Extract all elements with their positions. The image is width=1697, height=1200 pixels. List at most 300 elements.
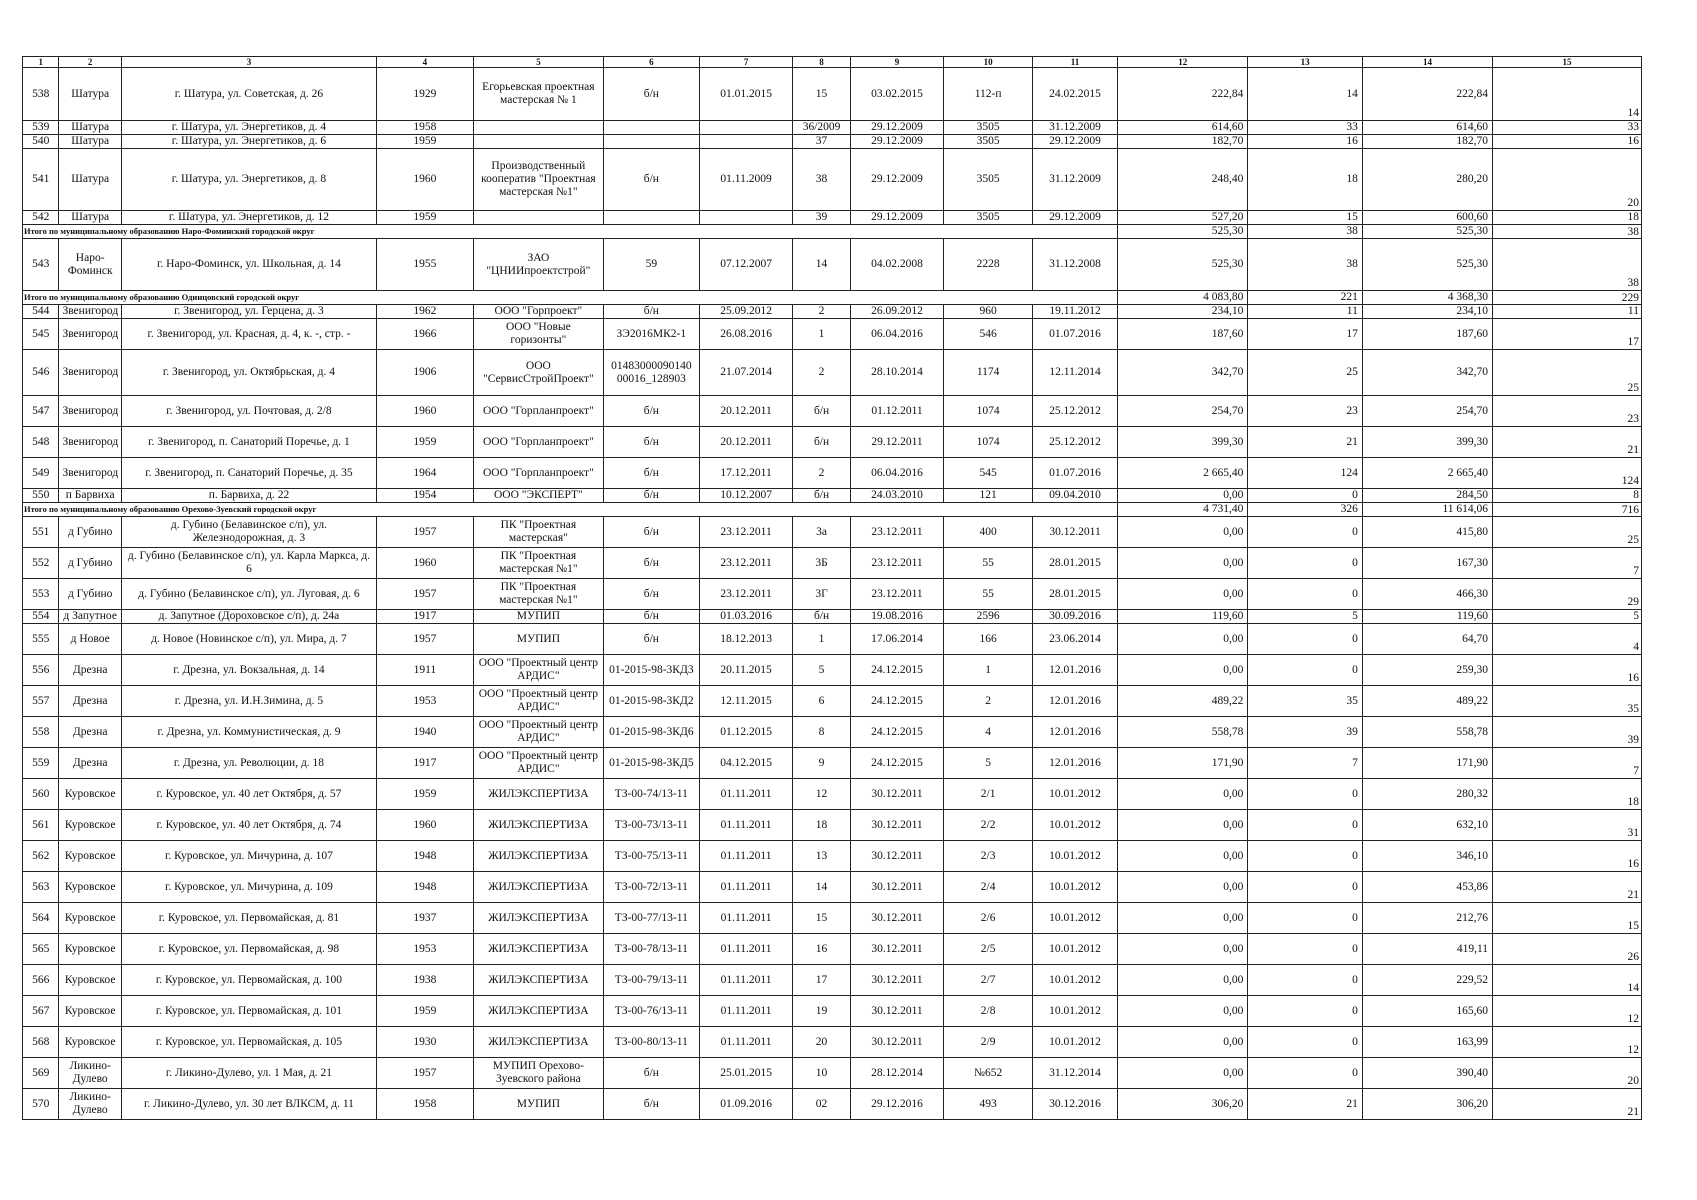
table-cell: 04.12.2015 bbox=[699, 748, 793, 779]
table-cell bbox=[699, 135, 793, 149]
table-cell: 01.12.2011 bbox=[850, 396, 944, 427]
table-cell: 554 bbox=[23, 610, 59, 624]
table-cell: 550 bbox=[23, 489, 59, 503]
table-cell: 259,30 bbox=[1362, 655, 1492, 686]
table-cell: 28.01.2015 bbox=[1032, 548, 1117, 579]
table-cell: 29.12.2011 bbox=[850, 427, 944, 458]
table-cell: 25.12.2012 bbox=[1032, 427, 1117, 458]
table-cell: 547 bbox=[23, 396, 59, 427]
column-number: 10 bbox=[944, 57, 1032, 68]
column-number: 9 bbox=[850, 57, 944, 68]
table-cell: 17 bbox=[793, 965, 850, 996]
table-row bbox=[23, 135, 1642, 149]
table-cell: 16 bbox=[1493, 135, 1642, 149]
table-cell: 1940 bbox=[376, 717, 473, 748]
table-cell: 35 bbox=[1248, 686, 1363, 717]
table-cell: 5 bbox=[944, 748, 1032, 779]
table-cell: ЖИЛЭКСПЕРТИЗА bbox=[473, 996, 603, 1027]
table-cell: 21 bbox=[1493, 1089, 1642, 1120]
table-cell: 17 bbox=[1248, 319, 1363, 350]
table-cell: Шатура bbox=[59, 121, 121, 135]
table-cell: Производственный кооператив "Проектная мастерская №1" bbox=[473, 149, 603, 211]
table-cell: 1960 bbox=[376, 149, 473, 211]
column-number: 1 bbox=[23, 57, 59, 68]
table-cell: б/н bbox=[603, 1058, 699, 1089]
table-cell: 182,70 bbox=[1362, 135, 1492, 149]
table-cell: 10.01.2012 bbox=[1032, 872, 1117, 903]
table-cell: 20 bbox=[1493, 149, 1642, 211]
table-cell: 01.03.2016 bbox=[699, 610, 793, 624]
table-cell: 31.12.2008 bbox=[1032, 239, 1117, 291]
table-cell: 1959 bbox=[376, 135, 473, 149]
table-row bbox=[23, 548, 1642, 579]
table-cell: 30.12.2011 bbox=[850, 779, 944, 810]
table-cell: 20.12.2011 bbox=[699, 396, 793, 427]
table-row bbox=[23, 319, 1642, 350]
table-cell: 15 bbox=[793, 68, 850, 121]
table-cell: 466,30 bbox=[1362, 579, 1492, 610]
table-cell: 342,70 bbox=[1118, 350, 1248, 396]
table-cell: 09.04.2010 bbox=[1032, 489, 1117, 503]
table-cell: 2/1 bbox=[944, 779, 1032, 810]
table-cell: МУПИП Орехово-Зуевского района bbox=[473, 1058, 603, 1089]
table-cell: 9 bbox=[793, 748, 850, 779]
table-cell: 570 bbox=[23, 1089, 59, 1120]
table-cell: 21 bbox=[1493, 427, 1642, 458]
table-cell: 21.07.2014 bbox=[699, 350, 793, 396]
table-cell: 2/2 bbox=[944, 810, 1032, 841]
table-cell: 59 bbox=[603, 239, 699, 291]
table-cell: 03.02.2015 bbox=[850, 68, 944, 121]
table-cell: 0 bbox=[1248, 841, 1363, 872]
table-cell: 5 bbox=[1248, 610, 1363, 624]
table-cell: 10.01.2012 bbox=[1032, 779, 1117, 810]
table-cell: 306,20 bbox=[1118, 1089, 1248, 1120]
table-cell: МУПИП bbox=[473, 1089, 603, 1120]
table-cell: 1917 bbox=[376, 610, 473, 624]
table-cell: 568 bbox=[23, 1027, 59, 1058]
table-cell: 11 bbox=[1493, 305, 1642, 319]
table-row bbox=[23, 305, 1642, 319]
table-cell: 39 bbox=[1493, 717, 1642, 748]
table-cell: ЗЭ2016МК2-1 bbox=[603, 319, 699, 350]
table-cell: 01.11.2011 bbox=[699, 903, 793, 934]
table-cell: 10.01.2012 bbox=[1032, 934, 1117, 965]
table-cell: 11 bbox=[1248, 305, 1363, 319]
table-row bbox=[23, 610, 1642, 624]
table-cell: 30.12.2016 bbox=[1032, 1089, 1117, 1120]
table-cell: 552 bbox=[23, 548, 59, 579]
table-cell: 525,30 bbox=[1362, 239, 1492, 291]
table-cell: б/н bbox=[603, 68, 699, 121]
table-cell: 38 bbox=[1493, 239, 1642, 291]
table-cell: 0,00 bbox=[1118, 1058, 1248, 1089]
table-cell: 14 bbox=[793, 872, 850, 903]
table-cell: 10.01.2012 bbox=[1032, 810, 1117, 841]
table-cell: 545 bbox=[944, 458, 1032, 489]
table-cell: г. Звенигород, ул. Красная, д. 4, к. -, стр. - bbox=[121, 319, 376, 350]
table-cell: 541 bbox=[23, 149, 59, 211]
table-cell: 10 bbox=[793, 1058, 850, 1089]
table-cell: 2/7 bbox=[944, 965, 1032, 996]
table-cell: Наро-Фоминск bbox=[59, 239, 121, 291]
table-cell: 15 bbox=[1248, 211, 1363, 225]
table-cell: 16 bbox=[793, 934, 850, 965]
table-cell: 1906 bbox=[376, 350, 473, 396]
table-cell: 548 bbox=[23, 427, 59, 458]
table-cell: 29.12.2009 bbox=[1032, 135, 1117, 149]
table-cell: 538 bbox=[23, 68, 59, 121]
table-cell: 400 bbox=[944, 517, 1032, 548]
table-row bbox=[23, 396, 1642, 427]
table-cell: 8 bbox=[1493, 489, 1642, 503]
table-cell: 25.12.2012 bbox=[1032, 396, 1117, 427]
table-cell: 12 bbox=[1493, 1027, 1642, 1058]
table-cell: 35 bbox=[1493, 686, 1642, 717]
register-table bbox=[22, 56, 1642, 1120]
table-cell: 7 bbox=[1493, 548, 1642, 579]
table-cell: б/н bbox=[603, 610, 699, 624]
column-number: 3 bbox=[121, 57, 376, 68]
table-cell: ТЗ-00-80/13-11 bbox=[603, 1027, 699, 1058]
table-cell: г. Куровское, ул. Первомайская, д. 100 bbox=[121, 965, 376, 996]
table-cell: 28.10.2014 bbox=[850, 350, 944, 396]
table-cell: 1959 bbox=[376, 427, 473, 458]
table-cell: 1948 bbox=[376, 841, 473, 872]
table-cell: ООО "Горпланпроект" bbox=[473, 396, 603, 427]
table-cell: 2 bbox=[793, 350, 850, 396]
table-cell: 2/3 bbox=[944, 841, 1032, 872]
table-cell: 01-2015-98-3КД6 bbox=[603, 717, 699, 748]
table-cell: №652 bbox=[944, 1058, 1032, 1089]
table-cell: 29.12.2009 bbox=[850, 211, 944, 225]
table-cell: 1911 bbox=[376, 655, 473, 686]
table-cell: 2 bbox=[944, 686, 1032, 717]
table-cell: д Губино bbox=[59, 579, 121, 610]
table-cell: 10.12.2007 bbox=[699, 489, 793, 503]
table-cell: б/н bbox=[603, 427, 699, 458]
table-cell: 39 bbox=[793, 211, 850, 225]
table-cell: 1938 bbox=[376, 965, 473, 996]
table-row bbox=[23, 121, 1642, 135]
table-cell: ТЗ-00-79/13-11 bbox=[603, 965, 699, 996]
table-cell: г. Шатура, ул. Энергетиков, д. 4 bbox=[121, 121, 376, 135]
table-cell: 01.11.2011 bbox=[699, 1027, 793, 1058]
column-number: 15 bbox=[1493, 57, 1642, 68]
table-cell: 29.12.2016 bbox=[850, 1089, 944, 1120]
table-cell: ЖИЛЭКСПЕРТИЗА bbox=[473, 810, 603, 841]
table-row bbox=[23, 1058, 1642, 1089]
table-cell: 06.04.2016 bbox=[850, 458, 944, 489]
table-cell: 0 bbox=[1248, 934, 1363, 965]
table-cell: МУПИП bbox=[473, 624, 603, 655]
table-cell bbox=[603, 211, 699, 225]
table-cell: 0,00 bbox=[1118, 489, 1248, 503]
table-cell: 23.12.2011 bbox=[699, 548, 793, 579]
table-cell: 0,00 bbox=[1118, 624, 1248, 655]
table-cell: 163,99 bbox=[1362, 1027, 1492, 1058]
table-cell: Куровское bbox=[59, 965, 121, 996]
table-cell: 1957 bbox=[376, 1058, 473, 1089]
table-row bbox=[23, 458, 1642, 489]
table-cell: 0 bbox=[1248, 965, 1363, 996]
table-cell: 121 bbox=[944, 489, 1032, 503]
table-cell bbox=[699, 121, 793, 135]
table-cell: 2228 bbox=[944, 239, 1032, 291]
table-cell: 21 bbox=[1493, 872, 1642, 903]
table-cell: 37 bbox=[793, 135, 850, 149]
subtotal-value: 525,30 bbox=[1362, 225, 1492, 239]
table-cell: ООО "Проектный центр АРДИС" bbox=[473, 655, 603, 686]
table-cell: 24.12.2015 bbox=[850, 655, 944, 686]
column-number: 11 bbox=[1032, 57, 1117, 68]
table-cell: ООО "Проектный центр АРДИС" bbox=[473, 748, 603, 779]
table-cell: 1959 bbox=[376, 211, 473, 225]
table-cell: ПК "Проектная мастерская" bbox=[473, 517, 603, 548]
table-cell: г. Шатура, ул. Энергетиков, д. 8 bbox=[121, 149, 376, 211]
table-cell: 1955 bbox=[376, 239, 473, 291]
table-cell: 2/6 bbox=[944, 903, 1032, 934]
table-cell: 15 bbox=[1493, 903, 1642, 934]
table-cell: 31.12.2009 bbox=[1032, 149, 1117, 211]
table-cell: 0 bbox=[1248, 579, 1363, 610]
table-cell: 14 bbox=[793, 239, 850, 291]
table-row bbox=[23, 748, 1642, 779]
table-cell: Куровское bbox=[59, 934, 121, 965]
table-cell: г. Куровское, ул. Первомайская, д. 98 bbox=[121, 934, 376, 965]
table-cell: б/н bbox=[603, 458, 699, 489]
table-row bbox=[23, 579, 1642, 610]
table-cell: 23.06.2014 bbox=[1032, 624, 1117, 655]
table-cell: 1957 bbox=[376, 517, 473, 548]
table-cell: 561 bbox=[23, 810, 59, 841]
table-cell: 1962 bbox=[376, 305, 473, 319]
table-cell: 64,70 bbox=[1362, 624, 1492, 655]
table-cell: 18 bbox=[793, 810, 850, 841]
table-cell: 0 bbox=[1248, 872, 1363, 903]
table-cell: 24.12.2015 bbox=[850, 686, 944, 717]
table-cell: 2/9 bbox=[944, 1027, 1032, 1058]
table-cell: 21 bbox=[1248, 427, 1363, 458]
table-cell: д Новое bbox=[59, 624, 121, 655]
table-cell: 166 bbox=[944, 624, 1032, 655]
table-cell: ЖИЛЭКСПЕРТИЗА bbox=[473, 934, 603, 965]
table-cell: б/н bbox=[603, 489, 699, 503]
table-cell: 01-2015-98-3КД5 bbox=[603, 748, 699, 779]
table-cell: 24.12.2015 bbox=[850, 717, 944, 748]
subtotal-label: Итого по муниципальному образованию Наро-Фоминский городской округ bbox=[23, 225, 1118, 239]
table-cell: д Губино bbox=[59, 517, 121, 548]
table-cell: г. Ликино-Дулево, ул. 30 лет ВЛКСМ, д. 11 bbox=[121, 1089, 376, 1120]
table-cell: 0 bbox=[1248, 548, 1363, 579]
table-cell: 30.12.2011 bbox=[850, 934, 944, 965]
table-cell: 0,00 bbox=[1118, 965, 1248, 996]
table-cell: 2596 bbox=[944, 610, 1032, 624]
table-cell: 18 bbox=[1493, 211, 1642, 225]
table-cell: 7 bbox=[1248, 748, 1363, 779]
table-cell: г. Шатура, ул. Энергетиков, д. 6 bbox=[121, 135, 376, 149]
table-cell: 12.01.2016 bbox=[1032, 748, 1117, 779]
table-cell: 0,00 bbox=[1118, 841, 1248, 872]
table-cell: 19.11.2012 bbox=[1032, 305, 1117, 319]
table-cell: 07.12.2007 bbox=[699, 239, 793, 291]
table-cell: 01.11.2011 bbox=[699, 965, 793, 996]
table-cell: Звенигород bbox=[59, 427, 121, 458]
table-cell: 24.02.2015 bbox=[1032, 68, 1117, 121]
table-cell: Шатура bbox=[59, 68, 121, 121]
table-cell: 2/5 bbox=[944, 934, 1032, 965]
table-cell: 0 bbox=[1248, 1027, 1363, 1058]
table-cell: 30.12.2011 bbox=[850, 810, 944, 841]
table-cell: 346,10 bbox=[1362, 841, 1492, 872]
table-cell: 254,70 bbox=[1362, 396, 1492, 427]
table-cell: 30.12.2011 bbox=[850, 872, 944, 903]
subtotal-label: Итого по муниципальному образованию Орехово-Зуевский городской округ bbox=[23, 503, 1118, 517]
table-cell: 3505 bbox=[944, 121, 1032, 135]
table-cell: г. Дрезна, ул. Революции, д. 18 bbox=[121, 748, 376, 779]
table-cell: г. Куровское, ул. Мичурина, д. 107 bbox=[121, 841, 376, 872]
table-cell: 3Б bbox=[793, 548, 850, 579]
table-cell: 30.12.2011 bbox=[850, 841, 944, 872]
table-cell: д. Губино (Белавинское с/п), ул. Железнодорожная, д. 3 bbox=[121, 517, 376, 548]
table-cell: ПК "Проектная мастерская №1" bbox=[473, 548, 603, 579]
table-cell: 33 bbox=[1248, 121, 1363, 135]
table-cell: 112-п bbox=[944, 68, 1032, 121]
table-cell: 5 bbox=[793, 655, 850, 686]
table-cell: Куровское bbox=[59, 872, 121, 903]
table-cell: 26 bbox=[1493, 934, 1642, 965]
table-cell: 0 bbox=[1248, 779, 1363, 810]
table-cell: 1966 bbox=[376, 319, 473, 350]
table-cell: 23 bbox=[1493, 396, 1642, 427]
table-cell: 560 bbox=[23, 779, 59, 810]
column-number: 4 bbox=[376, 57, 473, 68]
table-cell: г. Звенигород, п. Санаторий Поречье, д. 1 bbox=[121, 427, 376, 458]
table-cell: Дрезна bbox=[59, 686, 121, 717]
table-cell: 18 bbox=[1493, 779, 1642, 810]
table-cell: 542 bbox=[23, 211, 59, 225]
table-cell: МУПИП bbox=[473, 610, 603, 624]
table-cell: 10.01.2012 bbox=[1032, 965, 1117, 996]
table-cell: 26.09.2012 bbox=[850, 305, 944, 319]
table-cell: 18 bbox=[1248, 149, 1363, 211]
table-cell: 546 bbox=[23, 350, 59, 396]
table-cell: Звенигород bbox=[59, 458, 121, 489]
table-cell: 1960 bbox=[376, 810, 473, 841]
table-cell: 38 bbox=[793, 149, 850, 211]
table-row bbox=[23, 489, 1642, 503]
table-cell: 254,70 bbox=[1118, 396, 1248, 427]
table-cell bbox=[473, 211, 603, 225]
table-cell: 1959 bbox=[376, 779, 473, 810]
table-cell: Ликино-Дулево bbox=[59, 1058, 121, 1089]
table-cell: 55 bbox=[944, 548, 1032, 579]
table-cell: 559 bbox=[23, 748, 59, 779]
table-cell: г. Куровское, ул. 40 лет Октября, д. 74 bbox=[121, 810, 376, 841]
table-cell: г. Наро-Фоминск, ул. Школьная, д. 14 bbox=[121, 239, 376, 291]
table-cell: 0,00 bbox=[1118, 872, 1248, 903]
table-cell: 17 bbox=[1493, 319, 1642, 350]
table-cell: Куровское bbox=[59, 903, 121, 934]
table-cell: 567 bbox=[23, 996, 59, 1027]
table-cell: 3505 bbox=[944, 135, 1032, 149]
subtotal-value: 11 614,06 bbox=[1362, 503, 1492, 517]
table-cell: 0,00 bbox=[1118, 1027, 1248, 1058]
table-cell: г. Дрезна, ул. Коммунистическая, д. 9 bbox=[121, 717, 376, 748]
table-cell: ООО "Проектный центр АРДИС" bbox=[473, 686, 603, 717]
table-cell: 0,00 bbox=[1118, 579, 1248, 610]
table-cell: ТЗ-00-78/13-11 bbox=[603, 934, 699, 965]
table-cell: 20 bbox=[1493, 1058, 1642, 1089]
table-cell: 539 bbox=[23, 121, 59, 135]
table-row bbox=[23, 624, 1642, 655]
table-cell: 399,30 bbox=[1118, 427, 1248, 458]
table-cell: 1959 bbox=[376, 996, 473, 1027]
table-cell: 12 bbox=[793, 779, 850, 810]
table-cell: ЗАО "ЦНИИпроектстрой" bbox=[473, 239, 603, 291]
table-cell: ЖИЛЭКСПЕРТИЗА bbox=[473, 903, 603, 934]
table-row bbox=[23, 149, 1642, 211]
table-cell: 13 bbox=[793, 841, 850, 872]
table-cell: 01.11.2011 bbox=[699, 872, 793, 903]
table-cell: 17.06.2014 bbox=[850, 624, 944, 655]
table-cell: 399,30 bbox=[1362, 427, 1492, 458]
table-cell: ТЗ-00-75/13-11 bbox=[603, 841, 699, 872]
table-cell: Куровское bbox=[59, 779, 121, 810]
table-cell: 2 bbox=[793, 458, 850, 489]
subtotal-row bbox=[23, 503, 1642, 517]
table-cell: 14 bbox=[1493, 965, 1642, 996]
table-cell: 01-2015-98-3КД3 bbox=[603, 655, 699, 686]
table-cell: 419,11 bbox=[1362, 934, 1492, 965]
table-cell: 540 bbox=[23, 135, 59, 149]
table-cell: 01.11.2011 bbox=[699, 810, 793, 841]
table-cell: 1958 bbox=[376, 1089, 473, 1120]
table-cell: 1953 bbox=[376, 686, 473, 717]
table-cell: 165,60 bbox=[1362, 996, 1492, 1027]
table-cell: 632,10 bbox=[1362, 810, 1492, 841]
table-cell: г. Звенигород, ул. Герцена, д. 3 bbox=[121, 305, 376, 319]
table-cell: 10.01.2012 bbox=[1032, 1027, 1117, 1058]
table-cell: 25.01.2015 bbox=[699, 1058, 793, 1089]
table-cell: ЖИЛЭКСПЕРТИЗА bbox=[473, 841, 603, 872]
table-cell: 453,86 bbox=[1362, 872, 1492, 903]
table-cell: г. Звенигород, ул. Почтовая, д. 2/8 bbox=[121, 396, 376, 427]
table-cell: 25 bbox=[1493, 517, 1642, 548]
table-cell: 29.12.2009 bbox=[850, 121, 944, 135]
table-cell: 0 bbox=[1248, 810, 1363, 841]
table-cell: 30.12.2011 bbox=[850, 903, 944, 934]
table-cell: Шатура bbox=[59, 135, 121, 149]
table-cell: 222,84 bbox=[1362, 68, 1492, 121]
table-cell: п. Барвиха, д. 22 bbox=[121, 489, 376, 503]
column-number: 6 bbox=[603, 57, 699, 68]
table-cell: 28.01.2015 bbox=[1032, 579, 1117, 610]
table-cell: 0 bbox=[1248, 655, 1363, 686]
table-cell: Дрезна bbox=[59, 748, 121, 779]
table-cell: 24.12.2015 bbox=[850, 748, 944, 779]
table-cell: 12.01.2016 bbox=[1032, 655, 1117, 686]
table-cell: 0,00 bbox=[1118, 548, 1248, 579]
table-cell: 17.12.2011 bbox=[699, 458, 793, 489]
table-cell: 1948 bbox=[376, 872, 473, 903]
table-cell: 182,70 bbox=[1118, 135, 1248, 149]
table-cell: 558 bbox=[23, 717, 59, 748]
table-cell: 19 bbox=[793, 996, 850, 1027]
table-row bbox=[23, 996, 1642, 1027]
table-cell: б/н bbox=[793, 427, 850, 458]
table-row bbox=[23, 841, 1642, 872]
